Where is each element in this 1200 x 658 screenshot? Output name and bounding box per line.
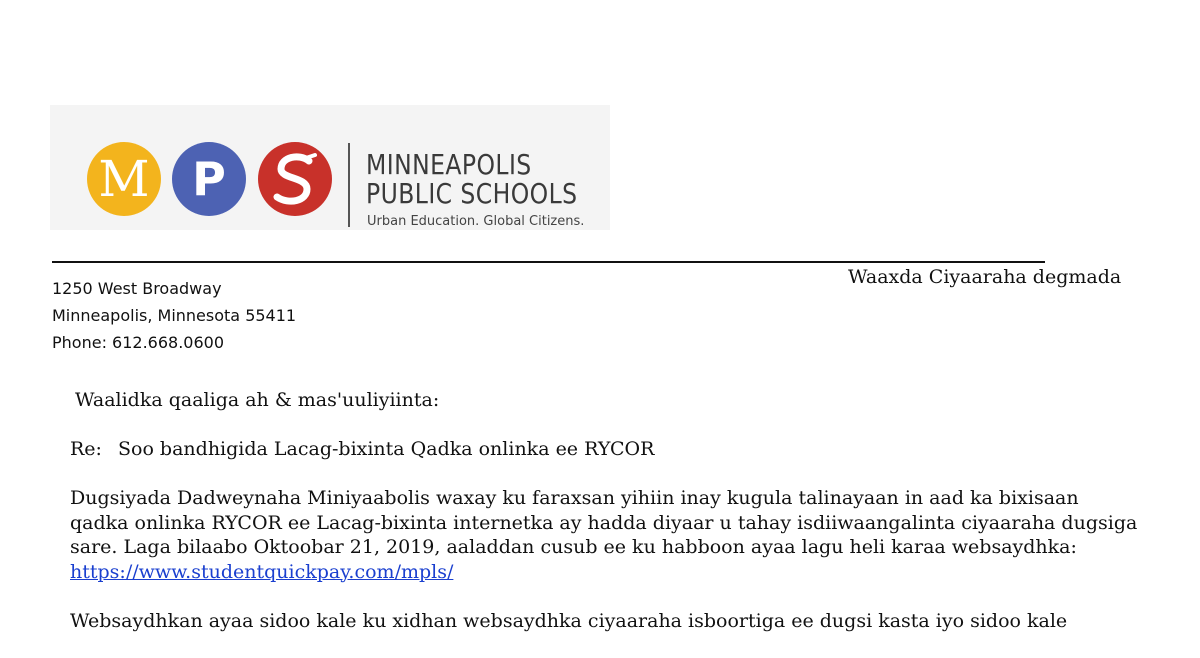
logo-tagline: Urban Education. Global Citizens. [367, 214, 585, 229]
paragraph-1-line: sare. Laga bilaabo Oktoobar 21, 2019, aaladdan cusub ee ku habboon ayaa lagu heli karaa websaydhka: [70, 536, 1077, 558]
header-rule [52, 261, 1045, 263]
letter-body [70, 388, 1138, 658]
address-block [52, 275, 296, 356]
logo-p-letter: P [192, 152, 226, 206]
paragraph-1-line: Dugsiyada Dadweynaha Miniyaabolis waxay ku faraxsan yihiin inay kugula talinayaan in aad ka bixisaan [70, 487, 1079, 509]
paragraph-1-line: qadka onlinka RYCOR ee Lacag-bixinta internetka ay hadda diyaar u tahay isdiiwaangalinta ciyaaraha dugsiga [70, 511, 1138, 534]
logo-divider [348, 143, 350, 227]
logo-m-letter: M [98, 150, 150, 208]
logo-s-script-icon [263, 147, 327, 211]
salutation: Waalidka qaaliga ah & mas'uuliyiinta: [75, 389, 440, 411]
logo-m-circle [87, 142, 161, 216]
re-label: Re: [70, 438, 102, 460]
logo-s-circle [258, 142, 332, 216]
paragraph-2-line: Websaydhkan ayaa sidoo kale ku xidhan websaydhka ciyaaraha isboortiga ee dugsi kasta iyo sidoo kale [70, 609, 1068, 632]
address-street: 1250 West Broadway [52, 279, 222, 298]
subject-text: Soo bandhigida Lacag-bixinta Qadka onlinka ee RYCOR [118, 438, 655, 460]
subject-line [70, 437, 1128, 462]
address-city: Minneapolis, Minnesota 55411 [52, 306, 297, 325]
paragraph-2 [70, 609, 1128, 634]
logo-p-circle [172, 142, 246, 216]
paragraph-1 [70, 486, 1138, 584]
logo-name-line2: PUBLIC SCHOOLS [366, 177, 578, 210]
studentquickpay-link[interactable]: https://www.studentquickpay.com/mpls/ [70, 560, 454, 583]
logo-name-line1: MINNEAPOLIS [366, 148, 532, 181]
logo-wordmark [366, 150, 577, 208]
address-phone: Phone: 612.668.0600 [52, 333, 225, 352]
department-name: Waaxda Ciyaaraha degmada [848, 266, 1122, 288]
mps-logo [50, 105, 610, 230]
